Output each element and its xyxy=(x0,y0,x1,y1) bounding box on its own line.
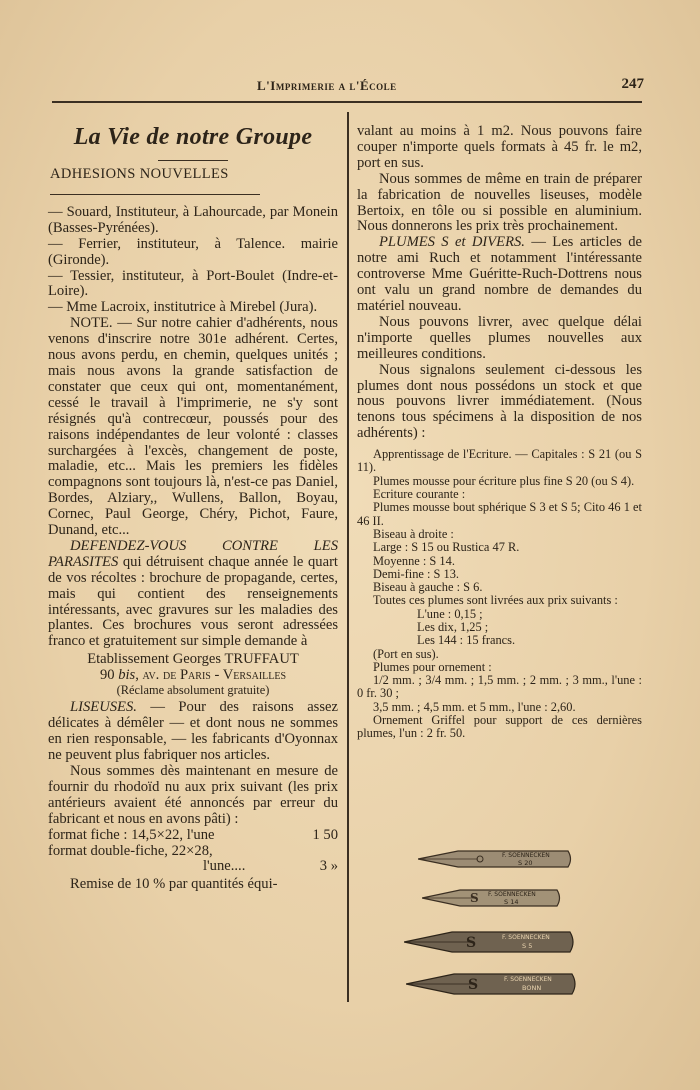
section-title: La Vie de notre Groupe xyxy=(73,124,313,150)
left-column xyxy=(48,118,338,893)
parasites-lead: DEFENDEZ-VOUS CONTRE LES PARASITES xyxy=(48,537,338,570)
nib-list-item: Large : S 15 ou Rustica 47 R. xyxy=(373,540,520,555)
format-double-price: 3 » xyxy=(319,858,338,875)
nib-list-item: Ecriture courante : xyxy=(373,487,466,502)
running-title: L'Imprimerie a l'École xyxy=(257,78,397,93)
ornement-heading: Plumes pour ornement : xyxy=(373,659,492,674)
nib-image xyxy=(404,926,576,958)
delivery-paragraph: Nous pouvons livrer, avec quelque délai n'importe quelles plumes nouvelles aux meilleures conditions. xyxy=(357,313,642,362)
nib-image xyxy=(418,844,573,874)
ornement-sizes-2: 3,5 mm. ; 4,5 mm. et 5 mm., l'une : 2,60. xyxy=(373,699,576,714)
member-entry: — Mme Lacroix, institutrice à Mirebel (Jura). xyxy=(48,299,318,316)
nib-image xyxy=(406,968,578,1000)
address-number: 90 xyxy=(99,667,119,684)
establishment-address xyxy=(48,668,338,684)
member-entry: — Souard, Instituteur, à Lahourcade, par Monein (Basses-Pyrénées). xyxy=(48,203,338,236)
address-street: , av. de Paris - Versailles xyxy=(135,667,287,684)
svg-text:S: S xyxy=(466,935,477,951)
advert-note: (Réclame absolument gratuite) xyxy=(116,683,270,698)
svg-text:S: S xyxy=(470,891,479,905)
nib-code: BONN xyxy=(522,984,542,992)
plumes-text: — Les articles de notre ami Ruch et notamment l'intéressante controverse Mme Guéritte-Ruch-Dottrens nous ont valu un grand nombre de demandes du matériel nouveau. xyxy=(357,234,642,314)
continuation-paragraph: valant au moins à 1 m2. Nous pouvons faire couper n'importe quels formats à 45 fr. le m2, port en sus. xyxy=(357,123,642,171)
column-rule xyxy=(347,112,349,1002)
price-line: Les 144 : 15 francs. xyxy=(417,633,516,648)
running-head xyxy=(52,74,648,98)
note-paragraph: NOTE. — Sur notre cahier d'adhérents, nous venons d'inscrire notre 301e adhérent. Certes, nous avons perdu, en chemin, quelques unités ; mais nous avons la grande satisfaction de constater que ceux qui ont, momentanément, cessé le travail à l'imprimerie, ne s'y sont résignés qu'à contrecœur, poussés pour des raisons indépendantes de leur volonté : classes surchargées à l'excès, changement de poste, maladie, etc... Mais les premiers les fidèles compagnons sont toujours là, n'est-ce pas Daniel, Bordes, Alziary,, Wullens, Ballon, Boyau, Cornec, Paul George, Chéry, Pichot, Faure, Dunand, etc... xyxy=(48,315,338,539)
parasites-text: qui détruisent chaque année le quart de vos récoltes : brochure de propagande, certes, mais qui contient des renseignements intéressants, avec gravures sur les maladies des plantes. Ces brochures vous seront adressées franco et gratuitement sur simple demande à xyxy=(48,553,338,650)
price-row-fiche xyxy=(48,828,338,844)
member-entry: — Ferrier, instituteur, à Talence. mairie (Gironde). xyxy=(48,235,338,268)
right-column xyxy=(357,124,642,741)
nib-code: S 20 xyxy=(518,859,533,867)
griffel-line: Ornement Griffel pour support de ces dernières plumes, l'un : 2 fr. 50. xyxy=(357,713,642,741)
format-fiche-label: format fiche : 14,5×22, l'une xyxy=(48,826,215,843)
title-rule xyxy=(158,160,228,161)
parasites-paragraph xyxy=(48,539,338,650)
liseuses-paragraph xyxy=(48,700,338,764)
nib-image xyxy=(422,884,562,912)
subsection-heading: ADHESIONS NOUVELLES xyxy=(50,166,229,182)
format-double-label: format double-fiche, 22×28, xyxy=(48,842,213,859)
plumes-lead: PLUMES S et DIVERS. xyxy=(379,234,525,251)
nib-list-item: Moyenne : S 14. xyxy=(373,553,455,568)
nib-brand: F. SOENNECKEN xyxy=(502,934,550,941)
price-line: L'une : 0,15 ; xyxy=(417,606,483,621)
header-rule xyxy=(52,101,642,103)
nib-list-item: Plumes mousse bout sphérique S 3 et S 5; Cito 46 1 et 46 II. xyxy=(357,500,642,528)
member-entry: — Tessier, instituteur, à Port-Boulet (Indre-et-Loire). xyxy=(48,267,338,300)
nib-list-item: Apprentissage de l'Ecriture. — Capitales : S 21 (ou S 11). xyxy=(357,447,642,475)
page-number: 247 xyxy=(621,76,644,92)
format-fiche-price: 1 50 xyxy=(312,826,338,843)
svg-text:S: S xyxy=(468,977,479,993)
remise-line: Remise de 10 % par quantités équi- xyxy=(70,876,278,893)
rhodoid-paragraph: Nous sommes dès maintenant en mesure de fournir du rhodoïd nu aux prix suivant (les prix antérieurs avaient été annoncés par erreur du fabricant et nous en avons pâti) : xyxy=(48,763,338,827)
nib-prices xyxy=(417,608,642,648)
nib-list xyxy=(357,448,642,741)
nib-list-item: Toutes ces plumes sont livrées aux prix suivants : xyxy=(373,593,618,608)
nib-illustrations xyxy=(400,840,580,1005)
liseuses-bertoix-paragraph: Nous sommes de même en train de préparer la fabrication de nouvelles liseuses, modèle Bertoix, en tôle ou si possible en aluminium. Nous donnerons les prix très prochainement. xyxy=(357,170,642,235)
price-line: Les dix, 1,25 ; xyxy=(417,619,489,634)
format-double-sub: l'une.... xyxy=(203,858,246,875)
liseuses-text: — Pour des raisons assez délicates à démêler — et dont nous ne sommes en rien responsable, — les fabricants d'Oyonnax ne peuvent plus fabriquer nos articles. xyxy=(48,699,338,764)
ornement-sizes: 1/2 mm. ; 3/4 mm. ; 1,5 mm. ; 2 mm. ; 3 mm., l'une : 0 fr. 30 ; xyxy=(357,673,642,701)
nib-code: S 14 xyxy=(504,898,519,906)
liseuses-lead: LISEUSES. xyxy=(70,699,137,716)
nib-code: S 5 xyxy=(522,942,533,950)
nib-list-item: Biseau à gauche : S 6. xyxy=(373,580,483,595)
nib-list-item: Biseau à droite : xyxy=(373,526,454,541)
address-bis: bis xyxy=(118,667,136,684)
stock-paragraph: Nous signalons seulement ci-dessous les plumes dont nous possédons un stock et que nous pouvons livrer immédiatement. (Nous tenons tous spécimens à la disposition de nos adhérents) : xyxy=(357,361,642,442)
nib-brand: F. SOENNECKEN xyxy=(504,976,552,983)
nib-brand: F. SOENNECKEN xyxy=(502,852,550,859)
plumes-paragraph xyxy=(357,235,642,315)
subsection-rule xyxy=(50,194,260,195)
nib-list-item: Demi-fine : S 13. xyxy=(373,566,460,581)
port-note: (Port en sus). xyxy=(373,646,439,661)
establishment-name: Etablissement Georges TRUFFAUT xyxy=(87,651,299,668)
nib-brand: F. SOENNECKEN xyxy=(488,891,536,898)
price-row-double xyxy=(48,859,338,875)
nib-list-item: Plumes mousse pour écriture plus fine S 20 (ou S 4). xyxy=(373,473,635,488)
